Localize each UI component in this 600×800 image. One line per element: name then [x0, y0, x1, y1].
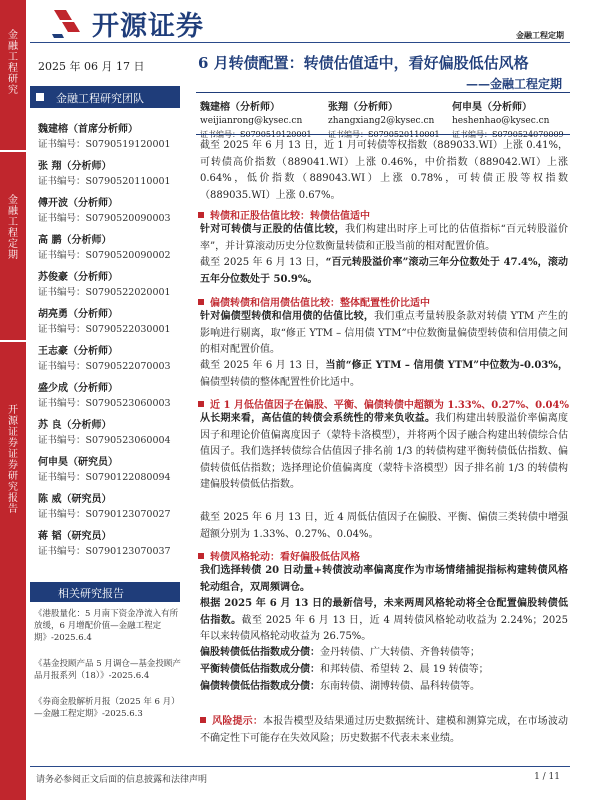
intro-paragraph: 截至 2025 年 6 月 13 日，近 1 月可转债等权指数（889033.WI）上涨 0.41%，可转债高价指数（889041.WI）上涨 0.46%，中价指数（889042.WI）上涨 0.64%，低价指数（889043.WI）上涨 0.78%，可转债正股等权指数（889035.WI）上涨 0.67%。 [200, 140, 568, 201]
related-reports-label: 相关研究报告 [58, 587, 124, 600]
report-subtitle: ——金融工程定期 [465, 77, 562, 91]
author-email[interactable]: weijianrong@kysec.cn [200, 116, 303, 126]
analyst-cert: 证书编号：S0790520110001 [38, 176, 171, 187]
related-report-link[interactable]: 《基金投顾产品 5 月调仓—基金投顾产品月报系列（18）》-2025.6.4 [34, 659, 181, 681]
constituent-list-item: 平衡转债低估指数成分债：和邦转债、希望转 2、晨 19 转债等； [200, 664, 489, 675]
bullet-icon [198, 553, 204, 559]
analyst-name: 何申昊（研究员） [38, 457, 118, 468]
constituent-list-item: 偏股转债低估指数成分债：金丹转债、广大转债、齐鲁转债等； [200, 647, 480, 658]
report-title: 6 月转债配置：转债估值适中，看好偏股低估风格 [198, 54, 529, 72]
author-name: 张翔（分析师） [328, 102, 398, 113]
section-paragraph: 截至 2025 年 6 月 13 日，“百元转股溢价率”滚动三年分位数处于 47.4%，滚动五年分位数处于 50.9%。 [200, 257, 569, 285]
section-paragraph: 针对偏债型转债和信用债的估值比较，我们重点考量转股条款对转债 YTM 产生的影响进行剔离，取“修正 YTM – 信用债 YTM”中位数衡量偏债型转债和信用债之间的相对配置价值。 [200, 311, 568, 355]
analyst-cert: 证书编号：S0790123070027 [38, 509, 171, 520]
sidebar-mid-text: 金融工程定期 [8, 195, 18, 261]
bullet-icon [198, 401, 204, 407]
analyst-name: 苏 良（分析师） [38, 420, 112, 431]
analyst-cert: 证书编号：S0790522070003 [38, 361, 171, 372]
team-header [30, 86, 180, 108]
analyst-cert: 证书编号：S0790523060003 [38, 398, 171, 409]
risk-warning: 风险提示：本报告模型及结果通过历史数据统计、建模和测算完成，在市场波动不确定性下可能存在失效风险；历史数据不代表未来业绩。 [200, 716, 569, 744]
analyst-name: 张 翔（分析师） [38, 161, 112, 172]
related-report-link[interactable]: 《港股量化：5 月南下资金净流入有所放缓，6 月增配价值—金融工程定期》-2025.6.4 [34, 609, 179, 643]
author-email[interactable]: zhangxiang2@kysec.cn [328, 116, 435, 126]
sidebar-divider [0, 150, 26, 152]
related-reports-header [30, 582, 180, 602]
bullet-icon [200, 717, 206, 723]
analyst-name: 魏建榕（首席分析师） [38, 124, 138, 135]
analyst-cert: 证书编号：S0790520090003 [38, 213, 171, 224]
analyst-cert: 证书编号：S0790123070037 [38, 546, 171, 557]
footer-disclaimer: 请务必参阅正文后面的信息披露和法律声明 [36, 775, 208, 785]
logo-text: 开源证券 [92, 11, 204, 42]
footer-divider [30, 766, 570, 767]
analyst-cert: 证书编号：S0790122080094 [38, 472, 171, 483]
bullet-square-icon [36, 93, 44, 101]
analyst-name: 高 鹏（分析师） [38, 235, 112, 246]
analyst-name: 傅开波（分析师） [38, 198, 118, 209]
analyst-name: 陈 威（研究员） [38, 494, 112, 505]
section-paragraph: 根据 2025 年 6 月 13 日的最新信号，未来两周风格轮动将全仓配置偏股转债低估指数。截至 2025 年 6 月 13 日，近 4 周转债风格轮动收益为 2.24%；2025 年以来转债风格轮动收益为 26.75%。 [200, 598, 569, 642]
analyst-cert: 证书编号：S0790519120001 [38, 139, 171, 150]
report-series: 金融工程定期 [516, 30, 564, 40]
analyst-cert: 证书编号：S0790522020001 [38, 287, 171, 298]
section-paragraph: 我们选择转债 20 日动量+转债波动率偏离度作为市场情绪捕捉指标构建转债风格轮动组合，双周频调仓。 [200, 565, 568, 593]
section-heading: 转债和正股估值比较：转债估值适中 [198, 207, 370, 222]
section-paragraph: 针对可转债与正股的估值比较，我们构建出时序上可比的估值指标“百元转股溢价率”，并计算滚动历史分位数衡量转债和正股当前的相对配置价值。 [200, 224, 568, 252]
analyst-name: 王志豪（分析师） [38, 346, 118, 357]
section-heading: 转债风格轮动：看好偏股低估风格 [198, 548, 360, 563]
analyst-name: 苏俊豪（分析师） [38, 272, 118, 283]
constituent-list-item: 偏债转债低估指数成分债：东南转债、湖博转债、晶科转债等。 [200, 681, 480, 692]
team-label: 金融工程研究团队 [56, 92, 144, 105]
author-divider [196, 134, 570, 135]
section-paragraph: 截至 2025 年 6 月 13 日，近 4 周低估值因子在偏股、平衡、偏债三类转债中增强超额分别为 1.33%、0.27%、0.04%。 [200, 512, 568, 540]
header-divider [30, 42, 570, 43]
section-paragraph: 从长期来看，高估值的转债会系统性的带来负收益。我们构建出转股溢价率偏离度因子和理论价值偏离度因子（蒙特卡洛模型），并将两个因子融合构建出转债综合估值因子。我们选择转债综合估值因子排名前 1/3 的转债构建平衡转债低估指数、偏债转债低估指数；选择理论价值偏离度（蒙特卡洛模型）因子排名前 1/3 的转债构建偏股转债低估指数。 [200, 413, 569, 490]
section-paragraph: 截至 2025 年 6 月 13 日，当前“修正 YTM – 信用债 YTM”中位数为-0.03%，偏债型转债的整体配置性价比适中。 [200, 360, 568, 388]
author-name: 何申昊（分析师） [452, 102, 532, 113]
sidebar-top-text: 金融工程研究 [8, 30, 18, 96]
bullet-icon [198, 299, 204, 305]
analyst-cert: 证书编号：S0790522030001 [38, 324, 171, 335]
related-report-link[interactable]: 《券商金股解析月报（2025 年 6 月）—金融工程定期》-2025.6.3 [34, 697, 180, 719]
section-heading: 偏债转债和信用债估值比较：整体配置性价比适中 [198, 294, 430, 309]
analyst-cert: 证书编号：S0790523060004 [38, 435, 171, 446]
analyst-cert: 证书编号：S0790520090002 [38, 250, 171, 261]
sidebar-strip [0, 0, 26, 800]
sidebar-bottom-text: 开源证券 证券研究报告 [8, 405, 18, 515]
analyst-name: 胡亮勇（分析师） [38, 309, 118, 320]
report-date: 2025 年 06 月 17 日 [38, 60, 145, 73]
company-logo [52, 4, 242, 44]
analyst-name: 盛少成（分析师） [38, 383, 118, 394]
title-divider [196, 92, 570, 93]
author-email[interactable]: heshenhao@kysec.cn [452, 116, 550, 126]
section-heading: 近 1 月低估值因子在偏股、平衡、偏债转债中超额为 1.33%、0.27%、0.04% [198, 396, 569, 411]
analyst-name: 蒋 韬（研究员） [38, 531, 112, 542]
logo-mark-icon [52, 8, 86, 38]
sidebar-divider [0, 340, 26, 342]
page-number: 1 / 11 [534, 772, 560, 782]
author-name: 魏建榕（分析师） [200, 102, 280, 113]
bullet-icon [198, 212, 204, 218]
